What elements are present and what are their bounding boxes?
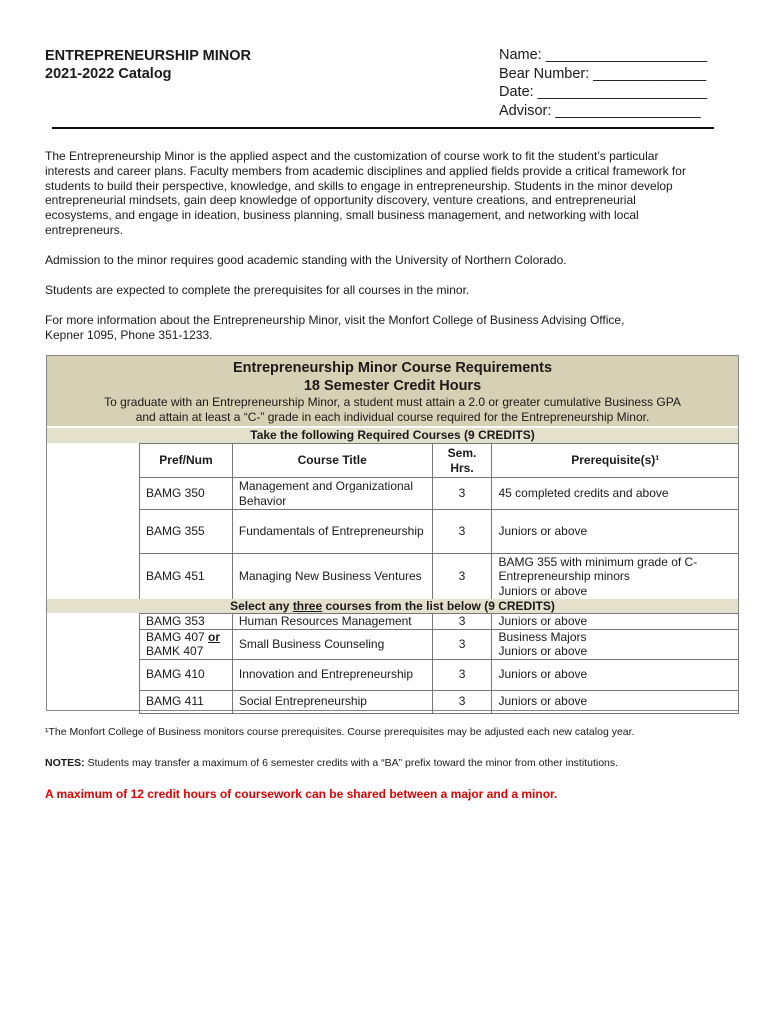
- course-prereq: Juniors or above: [492, 614, 739, 630]
- requirements-box: [46, 355, 739, 711]
- document-title: ENTREPRENEURSHIP MINOR: [45, 48, 251, 64]
- date-field: Date: _____________________: [499, 84, 708, 100]
- required-courses-table: [139, 443, 739, 600]
- col-course-title: Course Title: [232, 444, 432, 478]
- requirements-heading: Entrepreneurship Minor Course Requirements: [232, 360, 553, 376]
- course-code: BAMG 355: [140, 510, 233, 554]
- course-title-line: Management and Organizational: [238, 479, 414, 493]
- col-prerequisites: Prerequisite(s)¹: [492, 444, 739, 478]
- course-title: Fundamentals of Entrepreneurship: [232, 510, 432, 554]
- notes-label: NOTES:: [45, 757, 85, 769]
- contact-line: For more information about the Entrepreneurship Minor, visit the Monfort College of Business Advising Office,: [45, 313, 625, 327]
- shared-credits-warning: A maximum of 12 credit hours of coursework can be shared between a major and a minor.: [45, 787, 558, 801]
- name-field: Name: ____________________: [499, 47, 708, 63]
- intro-line: students to build their perspective, knowledge, and skills to engage in entrepreneurship. Students in the minor develop: [45, 178, 673, 193]
- table-row: [140, 614, 739, 630]
- course-code: BAMG 411: [140, 690, 233, 713]
- course-prereq: Juniors or above: [492, 659, 739, 690]
- course-code: BAMG 451: [140, 554, 233, 600]
- course-prereq: [492, 629, 739, 659]
- course-title: Human Resources Management: [232, 614, 432, 630]
- course-title: Innovation and Entrepreneurship: [232, 659, 432, 690]
- table-row: [140, 510, 739, 554]
- elective-bar-text: Select any: [230, 599, 293, 613]
- course-title: [232, 478, 432, 510]
- header-divider: [52, 127, 714, 129]
- advisor-field: Advisor: __________________: [499, 102, 701, 119]
- course-hours: 3: [432, 554, 492, 600]
- table-row: [140, 659, 739, 690]
- course-code: BAMG 410: [140, 659, 233, 690]
- intro-line: entrepreneurial mindsets, gain deep knowledge of opportunity discovery, venture creations, and entrepreneurial: [45, 193, 636, 208]
- course-code-alternate: BAMK 407: [146, 644, 204, 658]
- contact-paragraph: [45, 313, 725, 343]
- course-prereq: 45 completed credits and above: [492, 478, 739, 510]
- course-hours: 3: [432, 614, 492, 630]
- course-code-line: [146, 630, 226, 645]
- gpa-requirement-line: To graduate with an Entrepreneurship Minor, a student must attain a 2.0 or greater cumulative Business GPA: [104, 395, 681, 409]
- col-hrs-label: Hrs.: [450, 460, 474, 475]
- prereq-line: Entrepreneurship minors: [498, 569, 630, 584]
- prereq-line: Business Majors: [498, 629, 587, 644]
- intro-line: interests and career plans. Faculty members from academic disciplines and applied fields provide a critical framework for: [45, 163, 686, 178]
- course-title: Managing New Business Ventures: [232, 554, 432, 600]
- intro-paragraph: [45, 149, 725, 238]
- table-row: [140, 554, 739, 600]
- course-hours: 3: [432, 510, 492, 554]
- elective-courses-table: [139, 613, 739, 714]
- course-hours: 3: [432, 690, 492, 713]
- course-hours: 3: [432, 478, 492, 510]
- col-sem-label: Sem.: [447, 446, 477, 460]
- course-prereq: Juniors or above: [492, 510, 739, 554]
- intro-line: entrepreneurs.: [45, 222, 124, 237]
- student-info-fields: [499, 46, 707, 120]
- prereq-line: Juniors or above: [498, 583, 588, 598]
- course-code-or: or: [208, 629, 221, 644]
- bear-number-field: Bear Number: ______________: [499, 65, 707, 82]
- prereq-line: BAMG 355 with minimum grade of C-: [498, 554, 698, 569]
- elective-bar-emphasis: three: [292, 599, 323, 613]
- table-row: [140, 629, 739, 659]
- intro-line: ecosystems, and engage in ideation, business planning, small business management, and networking with local: [45, 208, 639, 223]
- table-row: [140, 478, 739, 510]
- prereq-line: Juniors or above: [498, 644, 588, 658]
- col-pref-num: Pref/Num: [140, 444, 233, 478]
- catalog-year: 2021-2022 Catalog: [45, 66, 172, 82]
- table-row: [140, 690, 739, 713]
- notes: [45, 757, 618, 769]
- contact-line: Kepner 1095, Phone 351-1233.: [45, 327, 213, 342]
- elective-bar-text: courses from the list below (9 CREDITS): [322, 599, 555, 613]
- table-header-row: [140, 444, 739, 478]
- col-sem-hrs: [432, 444, 492, 478]
- course-title-line: Behavior: [238, 493, 287, 508]
- notes-text: Students may transfer a maximum of 6 semester credits with a “BA” prefix toward the minor from other institutions.: [84, 757, 619, 769]
- course-hours: 3: [432, 629, 492, 659]
- course-code: BAMG 353: [140, 614, 233, 630]
- requirements-banner: [47, 356, 738, 426]
- footnote: ¹The Monfort College of Business monitors course prerequisites. Course prerequisites may be adjusted each new catalog year.: [45, 726, 635, 738]
- admission-paragraph: Admission to the minor requires good academic standing with the University of Northern Colorado.: [45, 253, 567, 267]
- elective-courses-bar: [47, 599, 738, 613]
- course-prereq: [492, 554, 739, 600]
- course-code-primary: BAMG 407: [146, 629, 209, 644]
- credit-hours-heading: 18 Semester Credit Hours: [303, 378, 482, 394]
- course-prereq: Juniors or above: [492, 690, 739, 713]
- course-code: BAMG 350: [140, 478, 233, 510]
- course-title: Social Entrepreneurship: [232, 690, 432, 713]
- prerequisite-paragraph: Students are expected to complete the prerequisites for all courses in the minor.: [45, 283, 470, 297]
- course-hours: 3: [432, 659, 492, 690]
- course-title: Small Business Counseling: [232, 629, 432, 659]
- grade-requirement-line: and attain at least a “C-” grade in each individual course required for the Entrepreneurship Minor.: [135, 409, 650, 424]
- intro-line: The Entrepreneurship Minor is the applied aspect and the customization of course work to fit the student’s particular: [45, 149, 659, 163]
- required-courses-bar: Take the following Required Courses (9 CREDITS): [47, 428, 738, 443]
- course-code: [140, 629, 233, 659]
- document-title-block: [45, 47, 251, 83]
